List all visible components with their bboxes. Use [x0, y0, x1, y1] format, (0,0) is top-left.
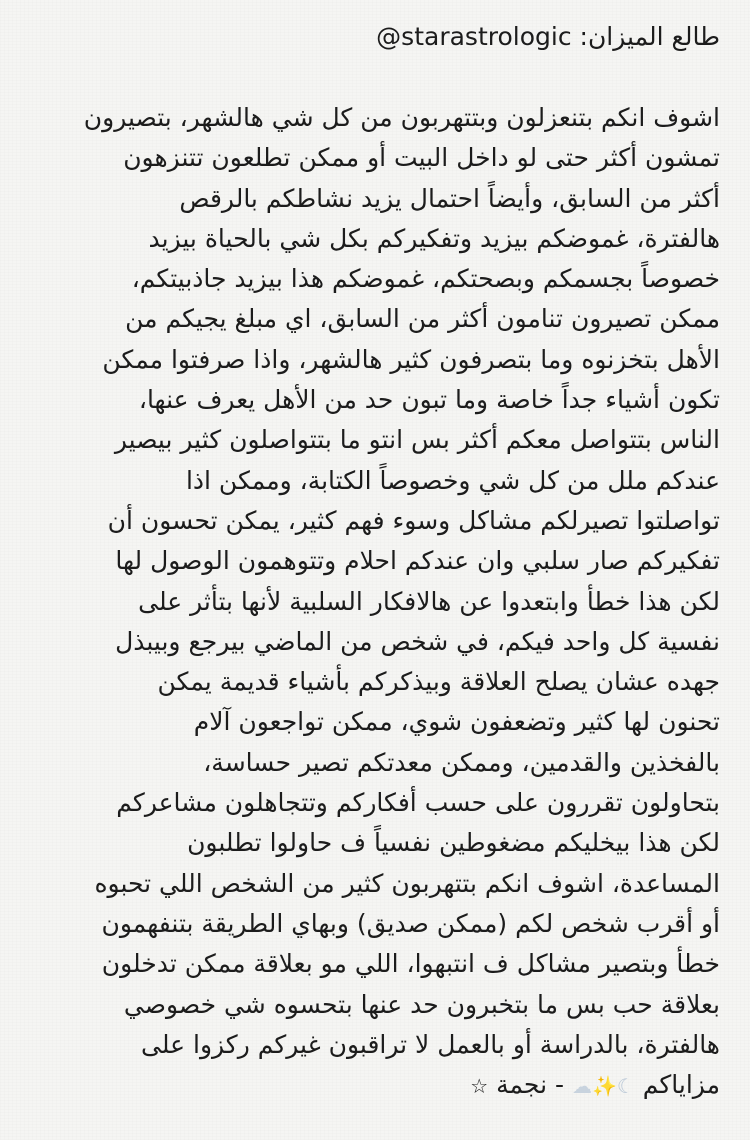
note-line: هالفترة، بالدراسة أو بالعمل لا تراقبون غيركم ركزوا على: [141, 1029, 720, 1059]
signature: - نجمة: [496, 1070, 564, 1100]
note-line: نفسية كل واحد فيكم، في شخص من الماضي بيرجع وبيبذل: [115, 626, 720, 656]
note-line: بتحاولون تقررون على حسب أفكاركم وتتجاهلون مشاعركم: [116, 788, 720, 818]
note-line: هالفترة، غموضكم بيزيد وتفكيركم بكل شي بالحياة بيزيد: [148, 223, 720, 253]
note-line: بعلاقة حب بس ما بتخبرون حد عنها بتحسوه شي خصوصي: [123, 989, 720, 1019]
note-line: أكثر من السابق، وأيضاً احتمال يزيد نشاطكم بالرقص: [179, 183, 720, 213]
note-closing-line: [30, 1065, 720, 1105]
note-body: [30, 98, 720, 1105]
sparkles-icon: ✨: [591, 1073, 617, 1098]
note-line: خطأ وبتصير مشاكل ف انتبهوا، اللي مو بعلاقة ممكن تدخلون: [101, 949, 720, 979]
note-line: أو أقرب شخص لكم (ممكن صديق) وبهاي الطريقة بتنفهمون: [101, 908, 720, 938]
closing-text: مزاياكم: [642, 1070, 720, 1100]
note-line: تحنون لها كثير وتضعفون شوي، ممكن تواجعون آلام: [193, 707, 720, 737]
note-line: تكون أشياء جداً خاصة وما تبون حد من الأهل يعرف عنها،: [138, 385, 720, 415]
note-line: الناس بتتواصل معكم أكثر بس انتو ما بتتواصلون كثير بيصير: [114, 425, 720, 455]
crescent-moon-icon: ☾: [616, 1073, 635, 1098]
note-line: جهده عشان يصلح العلاقة وبيذكركم بأشياء قديمة يمكن: [157, 667, 720, 697]
note-line: الأهل بتخزنوه وما بتصرفون كثير هالشهر، واذا صرفتوا ممكن: [102, 344, 720, 374]
note-line: لكن هذا خطأ وابتعدوا عن هالافكار السلبية لأنها بتأثر على: [138, 586, 720, 616]
note-line: المساعدة، اشوف انكم بتتهربون كثير من الشخص اللي تحبوه: [94, 868, 720, 898]
note-line: بالفخذين والقدمين، وممكن معدتكم تصير حساسة،: [203, 747, 720, 777]
note-title: طالع الميزان: starastrologic@: [376, 22, 720, 51]
note-line: عندكم ملل من كل شي وخصوصاً الكتابة، وممكن اذا: [185, 465, 720, 495]
note-line: لكن هذا بيخليكم مضغوطين نفسياً ف حاولوا تطلبون: [187, 828, 720, 858]
note-line: ممكن تصيرون تنامون أكثر من السابق، اي مبلغ يجيكم من: [125, 304, 720, 334]
note-line: خصوصاً بجسمكم وبصحتكم، غموضكم هذا بيزيد جاذبيتكم،: [131, 264, 720, 294]
note-line: تمشون أكثر حتى لو داخل البيت أو ممكن تطلعون تتنزهون: [123, 143, 720, 173]
note-line: اشوف انكم بتنعزلون وبتتهربون من كل شي هالشهر، بتصيرون: [83, 103, 720, 132]
note-line: تفكيركم صار سلبي وان عندكم احلام وتتوهمون الوصول لها: [115, 546, 720, 576]
cloud-icon: ☁: [571, 1073, 592, 1098]
note-line: تواصلتوا تصيرلكم مشاكل وسوء فهم كثير، يمكن تحسون أن: [107, 505, 720, 535]
star-outline-icon: ☆: [470, 1074, 489, 1099]
